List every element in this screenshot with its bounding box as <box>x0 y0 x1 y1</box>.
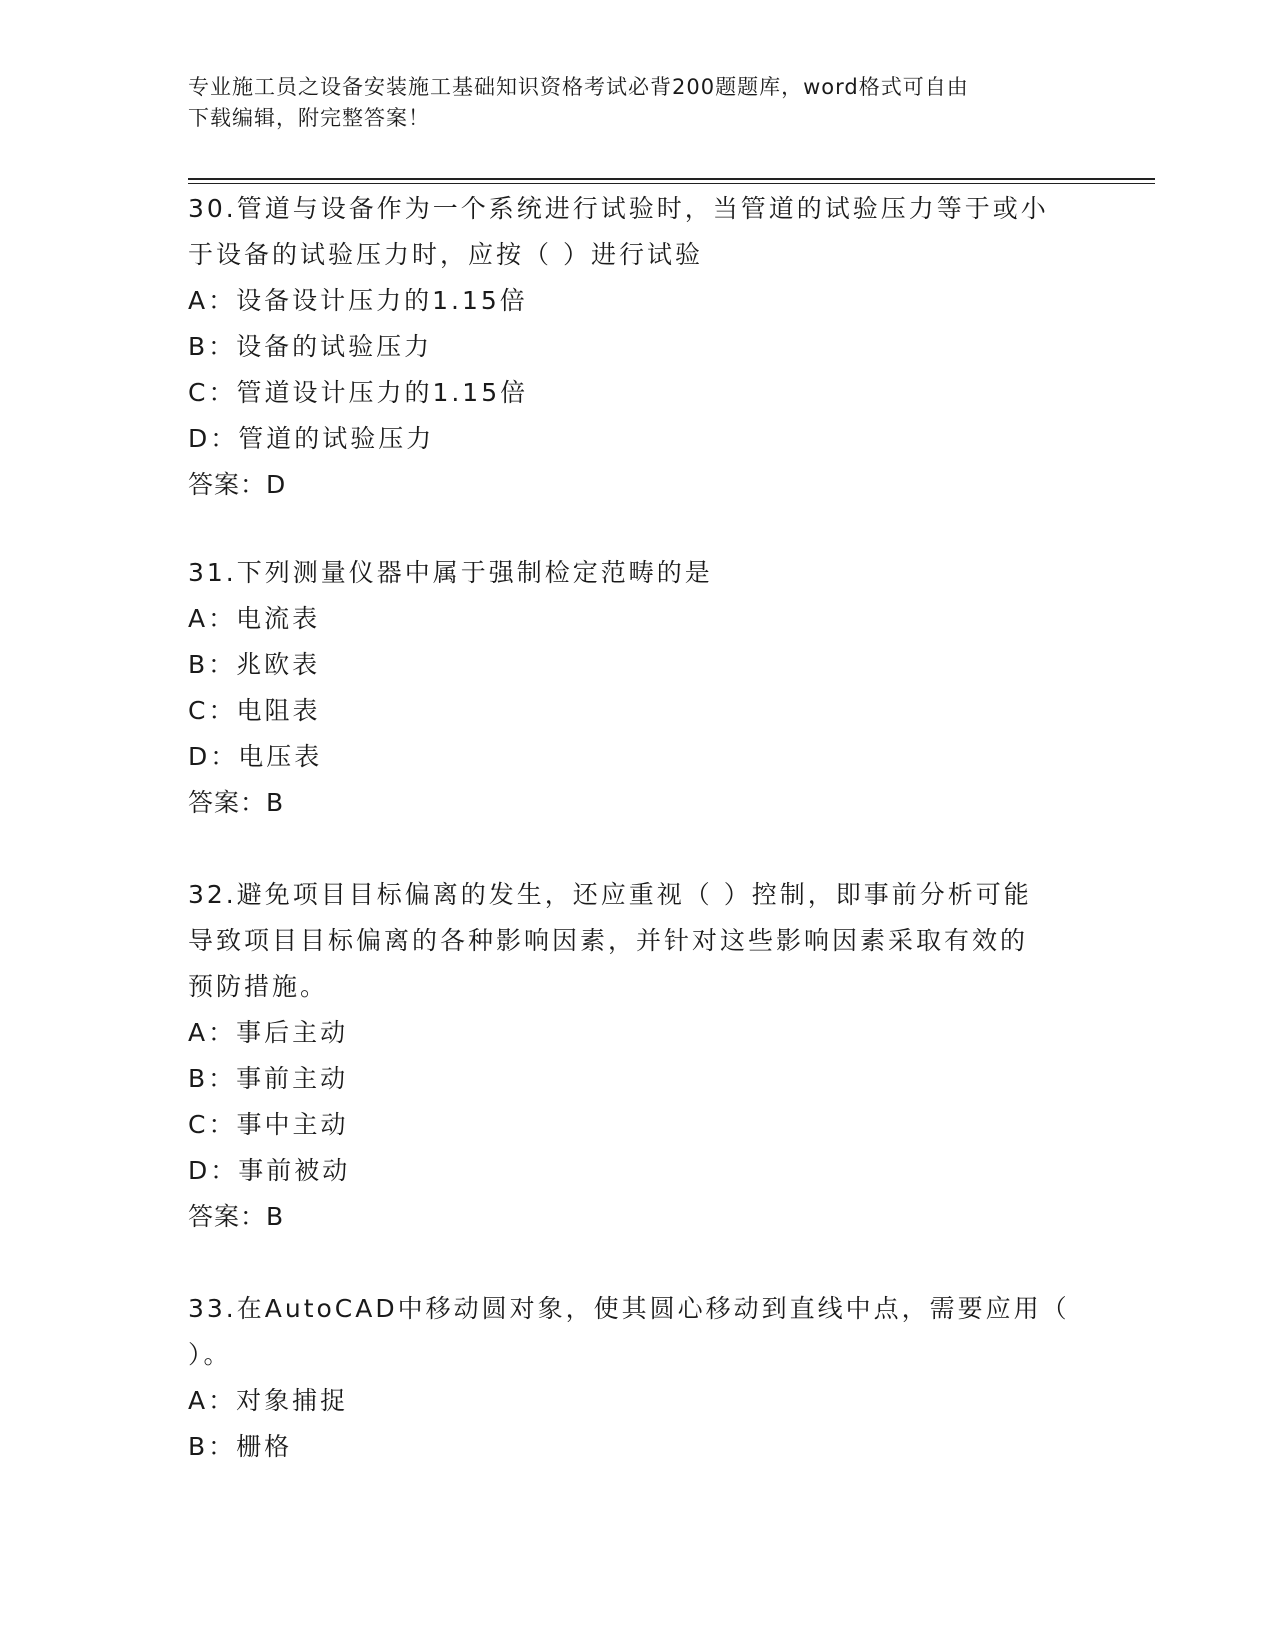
option-a: A：电流表 <box>188 604 321 633</box>
question-stem-line: 预防措施。 <box>188 972 329 1001</box>
header-divider-thin <box>188 183 1155 184</box>
option-a: A：事后主动 <box>188 1018 349 1047</box>
question-stem-line: 30.管道与设备作为一个系统进行试验时，当管道的试验压力等于或小 <box>188 194 1049 223</box>
option-c: C：事中主动 <box>188 1110 349 1139</box>
option-d: D：电压表 <box>188 742 323 771</box>
question-stem-line: 33.在AutoCAD中移动圆对象，使其圆心移动到直线中点，需要应用（ <box>188 1294 1070 1323</box>
answer: 答案：B <box>188 788 285 817</box>
option-a: A：对象捕捉 <box>188 1386 349 1415</box>
option-a: A：设备设计压力的1.15倍 <box>188 286 528 315</box>
option-d: D：事前被动 <box>188 1156 351 1185</box>
question-32 <box>188 872 1088 1240</box>
header-line-2: 下载编辑，附完整答案！ <box>188 106 430 130</box>
answer: 答案：B <box>188 1202 285 1231</box>
question-stem-line: 导致项目目标偏离的各种影响因素，并针对这些影响因素采取有效的 <box>188 926 1029 955</box>
question-stem-line: ）。 <box>188 1340 232 1369</box>
answer: 答案：D <box>188 470 287 499</box>
question-stem-line: 32.避免项目目标偏离的发生，还应重视（ ）控制，即事前分析可能 <box>188 880 1032 909</box>
document-header <box>188 72 1068 134</box>
question-31 <box>188 550 1088 826</box>
question-stem-line: 于设备的试验压力时，应按（ ）进行试验 <box>188 240 703 269</box>
option-b: B：事前主动 <box>188 1064 349 1093</box>
option-b: B：兆欧表 <box>188 650 321 679</box>
question-stem-line: 31.下列测量仪器中属于强制检定范畴的是 <box>188 558 713 587</box>
header-divider-thick <box>188 178 1155 180</box>
option-b: B：栅格 <box>188 1432 293 1461</box>
option-c: C：电阻表 <box>188 696 321 725</box>
header-line-1: 专业施工员之设备安装施工基础知识资格考试必背200题题库，word格式可自由 <box>188 75 969 99</box>
question-30 <box>188 186 1088 508</box>
option-d: D：管道的试验压力 <box>188 424 435 453</box>
option-b: B：设备的试验压力 <box>188 332 433 361</box>
question-33 <box>188 1286 1088 1470</box>
option-c: C：管道设计压力的1.15倍 <box>188 378 529 407</box>
